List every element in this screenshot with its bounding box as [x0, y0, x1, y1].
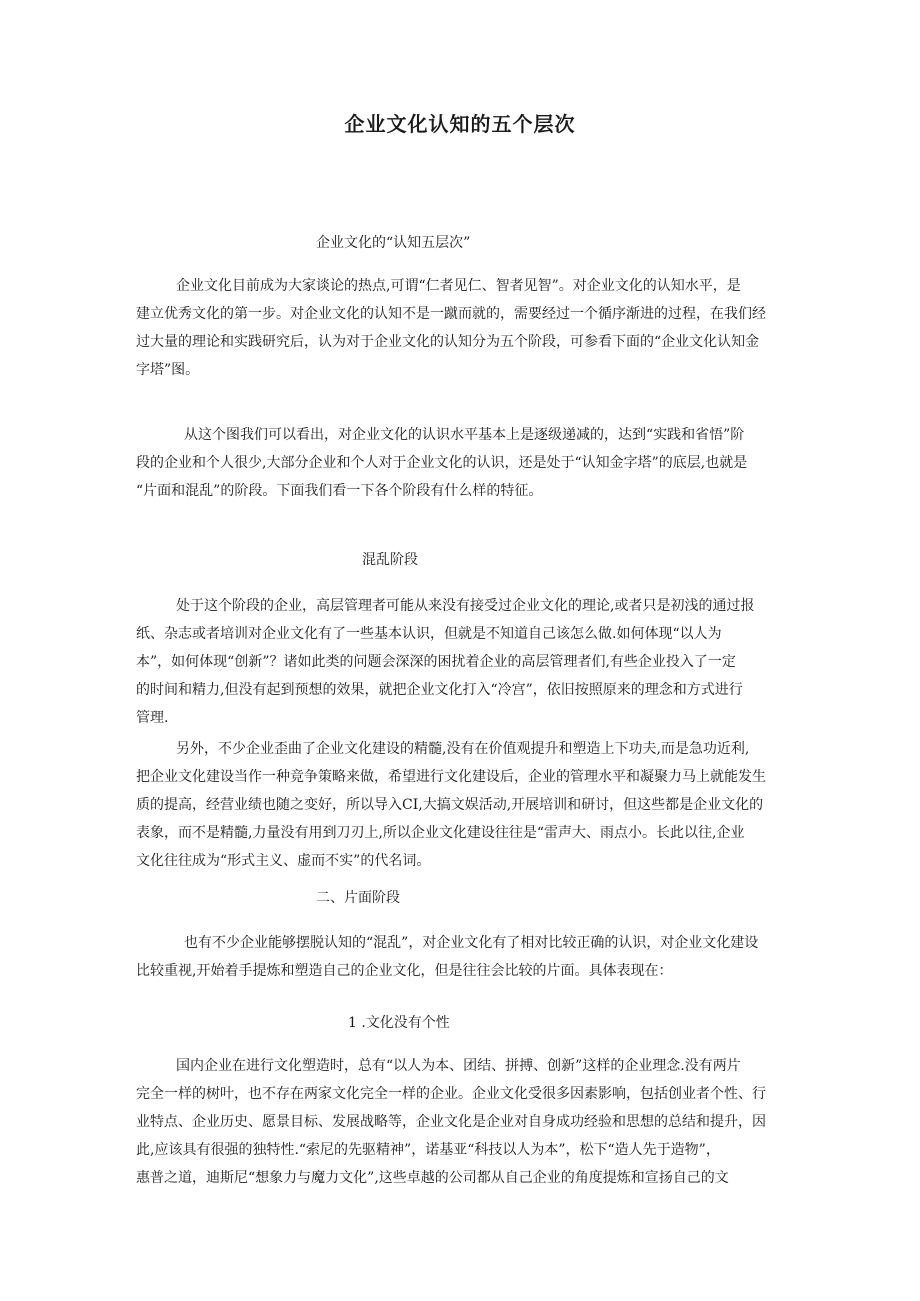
paragraph-line: 建立优秀文化的第一步。对企业文化的认知不是一蹴而就的，需要经过一个循序渐进的过程，在我们经 [136, 306, 766, 322]
document-title: 企业文化认知的五个层次 [344, 112, 576, 136]
paragraph-line: 比较重视,开始着手提炼和塑造自己的企业文化，但是往往会比较的片面。具体表现在： [136, 963, 673, 979]
chaos-heading: 混乱阶段 [362, 552, 418, 568]
paragraph-line: 另外，不少企业歪曲了企业文化建设的精髓,没有在价值观提升和塑造上下功夫,而是急功近利, [176, 741, 750, 757]
partial-paragraph [136, 929, 796, 985]
paragraph-line: 业特点、企业历史、愿景目标、发展战略等，企业文化是企业对自身成功经验和思想的总结和提升，因 [136, 1114, 766, 1130]
paragraph-line: 字塔”图。 [136, 362, 200, 378]
paragraph-line: 完全一样的树叶，也不存在两家文化完全一样的企业。企业文化受很多因素影响，包括创业者个性、行 [136, 1086, 766, 1102]
intro-heading: 企业文化的“认知五层次” [316, 235, 471, 251]
paragraph-line: 管理. [136, 710, 169, 726]
item1-heading: 1 .文化没有个性 [348, 1015, 450, 1031]
paragraph-line: 处于这个阶段的企业，高层管理者可能从来没有接受过企业文化的理论,或者只是初浅的通过报 [176, 598, 755, 614]
pyramid-paragraph [136, 421, 796, 505]
intro-paragraph [136, 272, 796, 384]
chaos-paragraph-1 [136, 592, 796, 732]
paragraph-line: “片面和混乱”的阶段。下面我们看一下各个阶段有什么样的特征。 [136, 483, 543, 499]
paragraph-line: 把企业文化建设当作一种竞争策略来做，希望进行文化建设后，企业的管理水平和凝聚力马上就能发生 [136, 769, 766, 785]
item1-paragraph [136, 1052, 796, 1192]
paragraph-line: 也有不少企业能够摆脱认知的“混乱”，对企业文化有了相对比较正确的认识，对企业文化建设 [184, 935, 759, 951]
paragraph-line: 国内企业在进行文化塑造时，总有“以人为本、团结、拼搏、创新”这样的企业理念.没有两片 [176, 1058, 741, 1074]
paragraph-line: 纸、杂志或者培训对企业文化有了一些基本认识，但就是不知道自己该怎么做.如何体现“以人为 [136, 626, 722, 642]
chaos-paragraph-2 [136, 735, 796, 875]
paragraph-line: 企业文化目前成为大家谈论的热点,可谓“仁者见仁、智者见智”。对企业文化的认知水平，是 [176, 278, 741, 294]
paragraph-line: 惠普之道，迪斯尼“想象力与魔力文化”,这些卓越的公司都从自己企业的角度提炼和宣扬自己的文 [136, 1170, 729, 1186]
paragraph-line: 段的企业和个人很少,大部分企业和个人对于企业文化的认识，还是处于“认知金字塔”的底层,也就是 [136, 455, 748, 471]
paragraph-line: 的时间和精力,但没有起到预想的效果，就把企业文化打入“冷宫”，依旧按照原来的理念和方式进行 [136, 682, 743, 698]
partial-heading: 二、片面阶段 [316, 890, 400, 906]
paragraph-line: 表象，而不是精髓,力量没有用到刀刃上,所以企业文化建设往往是“雷声大、雨点小。长此以往,企业 [136, 825, 745, 841]
paragraph-line: 此,应该具有很强的独特性.“索尼的先驱精神”，诺基亚“科技以人为本”，松下“造人先于造物”， [136, 1142, 720, 1158]
paragraph-line: 文化往往成为“形式主义、虚而不实”的代名词。 [136, 853, 431, 869]
paragraph-line: 从这个图我们可以看出，对企业文化的认识水平基本上是逐级递减的，达到“实践和省悟”阶 [184, 427, 745, 443]
paragraph-line: 本”，如何体现“创新”？诸如此类的问题会深深的困扰着企业的高层管理者们,有些企业投入了一定 [136, 654, 736, 670]
paragraph-line: 过大量的理论和实践研究后，认为对于企业文化的认知分为五个阶段，可参看下面的“企业文化认知金 [136, 334, 760, 350]
paragraph-line: 质的提高，经营业绩也随之变好，所以导入CI,大搞文娱活动,开展培训和研讨，但这些都是企业文化的 [136, 797, 764, 813]
